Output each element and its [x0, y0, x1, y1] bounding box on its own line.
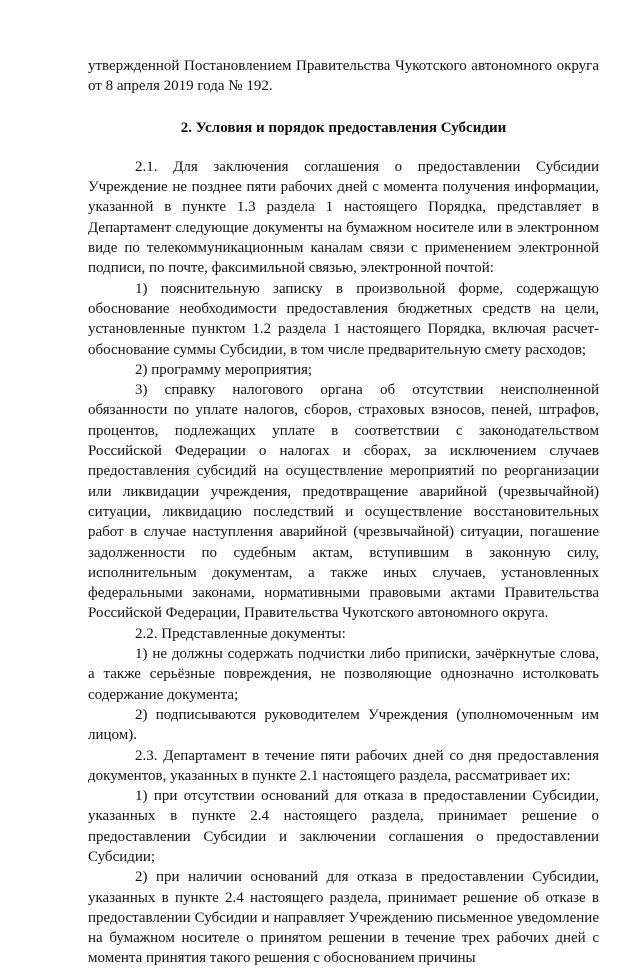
paragraph-2-3-item-1: 1) при отсутствии оснований для отказа в предоставлении Субсидии, указанных в пункте 2.4 настоящего раздела, принимает решение о предоставлении Субсидии и заключении соглашения о предоставлении Субсидии;: [88, 788, 599, 865]
paragraph-2-1-item-2: 2) программу мероприятия;: [135, 361, 313, 378]
paragraph-2-1-item-1: 1) пояснительную записку в произвольной форме, содержащую обоснование необходимости предоставления бюджетных средств на цели, установленные пунктом 1.2 раздела 1 настоящего Порядка, включая расчет-обоснование суммы Субсидии, в том числе предварительную смету расходов;: [88, 280, 599, 358]
document-page: [88, 56, 599, 969]
paragraph-2-2-item-1: 1) не должны содержать подчистки либо приписки, зачёркнутые слова, а также серьёзные повреждения, не позволяющие однозначно истолковать содержание документа;: [88, 646, 599, 703]
paragraph-2-3: 2.3. Департамент в течение пяти рабочих дней со дня предоставления документов, указанных в пункте 2.1 настоящего раздела, рассматривает их:: [88, 747, 599, 784]
paragraph-2-2: 2.2. Представленные документы:: [135, 625, 346, 642]
section-heading: 2. Условия и порядок предоставления Субсидии: [180, 119, 507, 136]
paragraph-2-3-item-2: 2) при наличии оснований для отказа в предоставлении Субсидии, указанных в пункте 2.4 настоящего раздела, принимает решение об отказе в предоставлении Субсидии и направляет Учреждению письменное уведомление на бумажном носителе о принятом решении в течение трех рабочих дней с момента принятия такого решения с обоснованием причины: [88, 869, 599, 967]
paragraph-2-1-item-3: 3) справку налогового органа об отсутствии неисполненной обязанности по уплате налогов, сборов, страховых взносов, пеней, штрафов, процентов, подлежащих уплате в соответствии с законодательством Российской Федерации о налогах и сборах, за исключением случаев предоставления субсидий на осуществление мероприятий по реорганизации или ликвидации учреждения, предотвращение аварийной (чрезвычайной) ситуации, ликвидацию последствий и осуществление восстановительных работ в случае наступления аварийной (чрезвычайной) ситуации, погашение задолженности по судебным актам, вступившим в законную силу, исполнительным документам, а также иных случаев, установленных федеральными законами, нормативными правовыми актами Правительства Российской Федерации, Правительства Чукотского автономного округа.: [88, 382, 599, 622]
lead-paragraph: утвержденной Постановлением Правительства Чукотского автономного округа от 8 апреля 2019 года № 192.: [88, 58, 599, 95]
paragraph-2-1: 2.1. Для заключения соглашения о предоставлении Субсидии Учреждение не позднее пяти рабочих дней с момента получения информации, указанной в пункте 1.3 раздела 1 настоящего Порядка, представляет в Департамент следующие документы на бумажном носителе или в электронном виде по телекоммуникационным каналам связи с применением электронной подписи, по почте, факсимильной связью, электронной почтой:: [88, 158, 599, 277]
paragraph-2-2-item-2: 2) подписываются руководителем Учреждения (уполномоченным им лицом).: [88, 706, 599, 744]
